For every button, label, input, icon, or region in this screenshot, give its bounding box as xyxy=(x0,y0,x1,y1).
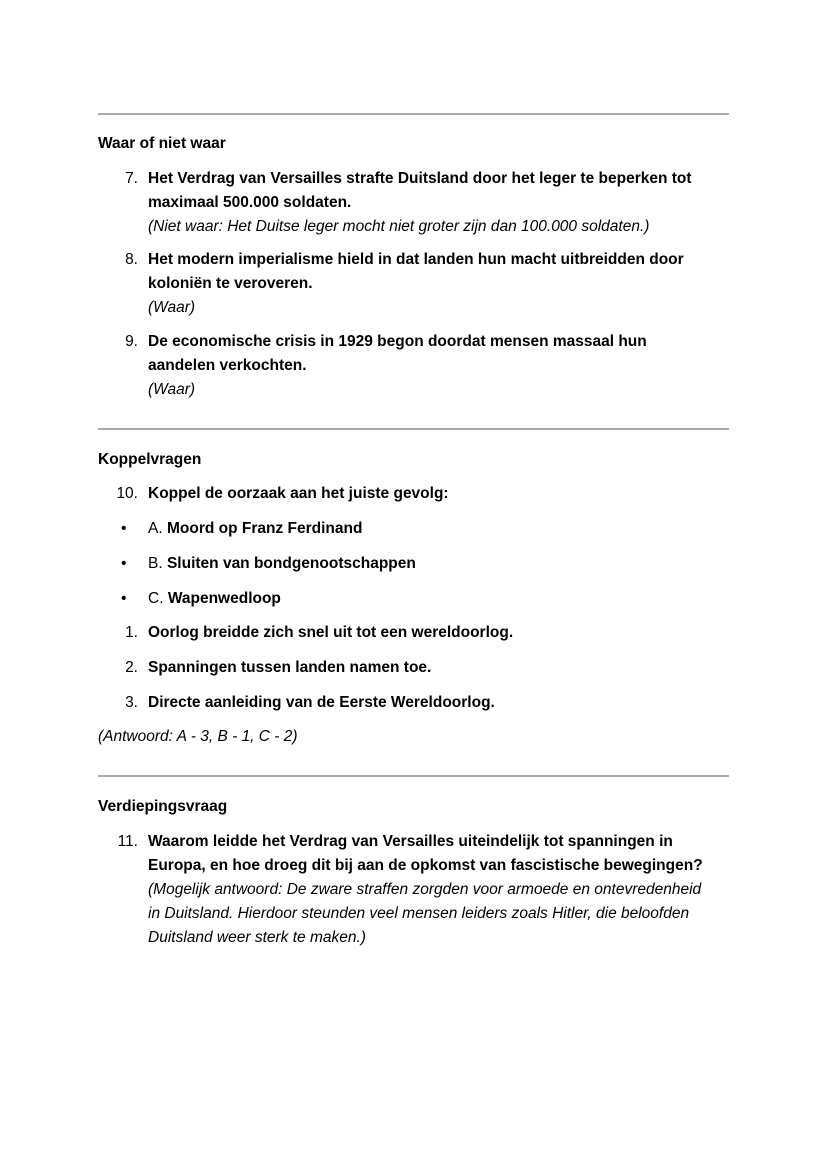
question-body xyxy=(148,248,728,320)
bullet-icon: • xyxy=(121,590,127,607)
option-prefix: A. xyxy=(148,520,163,537)
option-item xyxy=(98,517,738,541)
section-title-verdieping: Verdiepingsvraag xyxy=(98,798,228,815)
question-body xyxy=(148,330,728,402)
result-item xyxy=(98,656,738,680)
question-line: aandelen verkochten. xyxy=(148,357,307,374)
question-line: Waarom leidde het Verdrag van Versailles uiteindelijk tot spanningen in xyxy=(148,833,673,850)
result-body xyxy=(148,691,728,715)
option-prefix: C. xyxy=(148,590,164,607)
question-line: Koppel de oorzaak aan het juiste gevolg: xyxy=(148,485,449,502)
answer-text: (Niet waar: Het Duitse leger mocht niet groter zijn dan 100.000 soldaten.) xyxy=(148,218,650,235)
option-text: Sluiten van bondgenootschappen xyxy=(166,555,416,572)
result-text: Directe aanleiding van de Eerste Wereldoorlog. xyxy=(148,694,495,711)
bullet-icon: • xyxy=(121,555,127,572)
result-item xyxy=(98,691,738,715)
question-line: maximaal 500.000 soldaten. xyxy=(148,194,352,211)
answer-text: (Waar) xyxy=(148,381,196,398)
option-item xyxy=(98,587,738,611)
result-body xyxy=(148,621,728,645)
result-item xyxy=(98,621,738,645)
question-number: 7. xyxy=(125,170,138,187)
question-line: koloniën te veroveren. xyxy=(148,275,313,292)
question-body xyxy=(148,830,728,950)
question-number: 9. xyxy=(125,333,138,350)
question-7 xyxy=(98,167,738,239)
answer-text: in Duitsland. Hierdoor steunden veel mensen leiders zoals Hitler, die beloofden xyxy=(148,905,690,922)
question-8 xyxy=(98,248,738,320)
question-line: Europa, en hoe droeg dit bij aan de opkomst van fascistische bewegingen? xyxy=(148,857,703,874)
section-title-koppel: Koppelvragen xyxy=(98,451,202,468)
question-9 xyxy=(98,330,738,402)
answer-text: (Mogelijk antwoord: De zware straffen zorgden voor armoede en ontevredenheid xyxy=(148,881,702,898)
matching-answer: (Antwoord: A - 3, B - 1, C - 2) xyxy=(98,728,298,745)
question-11 xyxy=(98,830,738,950)
bullet-icon: • xyxy=(121,520,127,537)
option-text: Wapenwedloop xyxy=(167,590,281,607)
question-10 xyxy=(98,482,738,506)
option-body xyxy=(148,552,728,576)
result-body xyxy=(148,656,728,680)
result-number: 2. xyxy=(125,659,138,676)
question-body xyxy=(148,482,728,506)
option-body xyxy=(148,517,728,541)
question-number: 10. xyxy=(116,485,138,502)
section-divider xyxy=(98,775,729,777)
question-number: 11. xyxy=(117,833,138,850)
result-text: Spanningen tussen landen namen toe. xyxy=(148,659,432,676)
section-title-waar: Waar of niet waar xyxy=(98,135,226,152)
result-number: 1. xyxy=(125,624,138,641)
answer-text: (Waar) xyxy=(148,299,196,316)
result-number: 3. xyxy=(125,694,138,711)
question-line: De economische crisis in 1929 begon doordat mensen massaal hun xyxy=(148,333,647,350)
result-text: Oorlog breidde zich snel uit tot een wereldoorlog. xyxy=(148,624,514,641)
question-body xyxy=(148,167,728,239)
answer-text: Duitsland weer sterk te maken.) xyxy=(148,929,366,946)
question-line: Het Verdrag van Versailles strafte Duitsland door het leger te beperken tot xyxy=(148,170,692,187)
option-prefix: B. xyxy=(148,555,163,572)
question-line: Het modern imperialisme hield in dat landen hun macht uitbreidden door xyxy=(148,251,684,268)
section-divider xyxy=(98,428,729,430)
question-number: 8. xyxy=(125,251,138,268)
option-text: Moord op Franz Ferdinand xyxy=(166,520,363,537)
section-divider xyxy=(98,113,729,115)
option-body xyxy=(148,587,728,611)
option-item xyxy=(98,552,738,576)
